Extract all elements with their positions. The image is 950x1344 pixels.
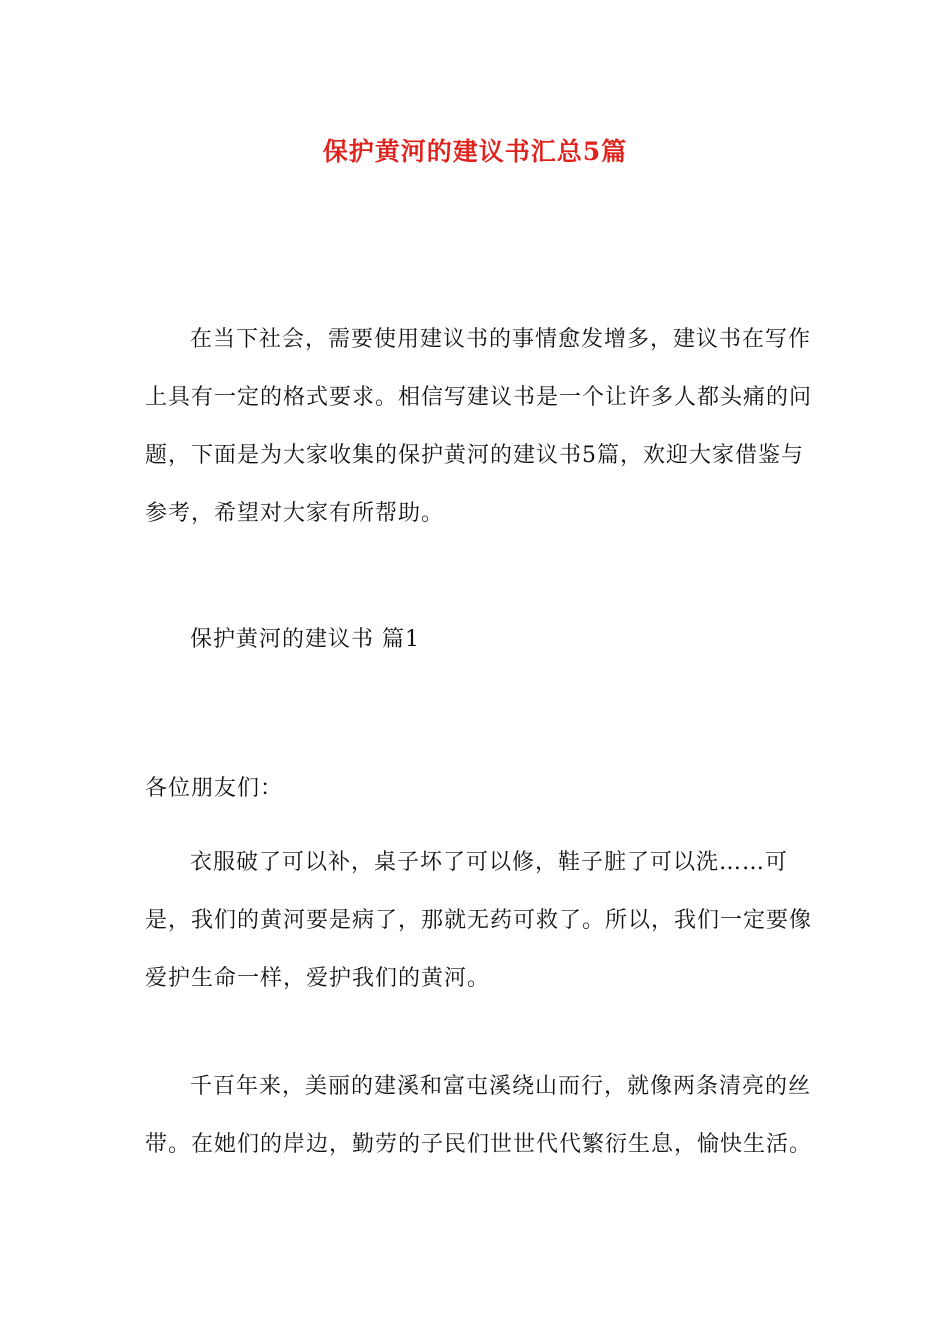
intro-paragraph: 在当下社会，需要使用建议书的事情愈发增多，建议书在写作上具有一定的格式要求。相信写建议书是一个让许多人都头痛的问题，下面是为大家收集的保护黄河的建议书5篇，欢迎大家借鉴与参考，希望对大家有所帮助。 — [145, 327, 813, 526]
body-paragraph-2: 千百年来，美丽的建溪和富屯溪绕山而行，就像两条清亮的丝带。在她们的岸边，勤劳的子民们世世代代繁衍生息，愉快生活。 — [145, 1074, 813, 1157]
body-paragraph-1: 衣服破了可以补，桌子坏了可以修，鞋子脏了可以洗……可是，我们的黄河要是病了，那就无药可救了。所以，我们一定要像爱护生命一样，爱护我们的黄河。 — [145, 850, 813, 991]
document-title: 保护黄河的建议书汇总5篇 — [322, 137, 628, 166]
section-heading: 保护黄河的建议书 篇1 — [190, 627, 420, 652]
salutation: 各位朋友们： — [145, 776, 284, 801]
